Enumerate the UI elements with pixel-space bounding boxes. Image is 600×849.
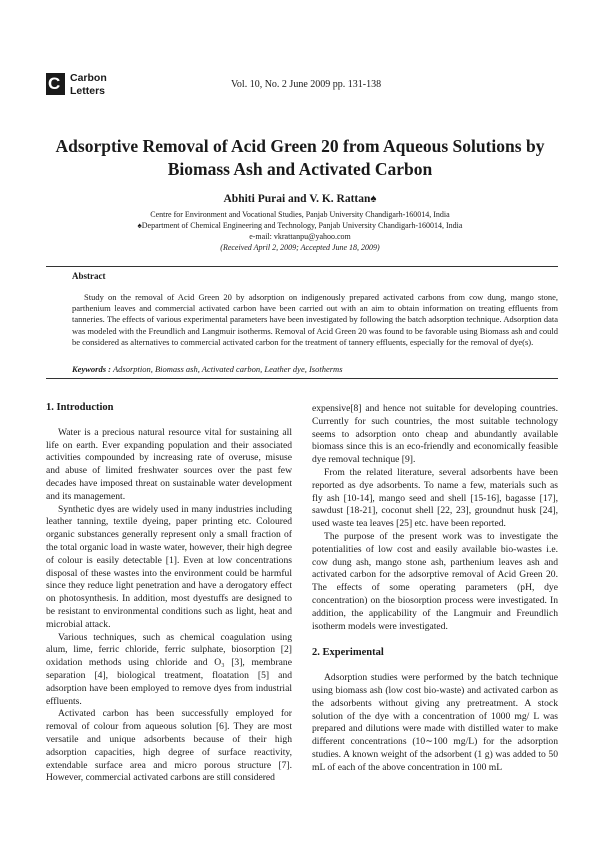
journal-logo-icon [46,73,65,95]
paragraph: Activated carbon has been successfully employed for removal of colour from aqueous solution [6]. They are most versatile and unique adsorbents because of their high adsorption capacities, high degree of surface reactivity, extendable surface area and micro porous structure [7]. However, commercial activated carbons are still considered [46,708,292,784]
logo-glyph: C [48,74,61,93]
abstract-heading: Abstract [72,271,106,281]
affiliation-1: Centre for Environment and Vocational Studies, Panjab University Chandigarh-160014, India [150,210,450,219]
abstract-bottom-rule [46,378,558,379]
right-column [312,403,558,775]
citation-info: Vol. 10, No. 2 June 2009 pp. 131-138 [231,79,382,90]
paragraph: Synthetic dyes are widely used in many industries including leather tanning, textile dyeing, paper printing etc. Coloured organic substances generally represent only a small fraction of the total organic load in waste water, however, their high degree of colour is easily detectable [1]. Even at low concentrations disposal of these wastes into the environment could be harmful since they reduce light penetration and have a derogatory effect on photosynthesis. In addition, most dyestuffs are designed to be resistant to environmental conditions such as light, heat and microbial attack. [46,503,292,630]
paragraph: The purpose of the present work was to investigate the potentialities of low cost and easily available bio-wastes i.e. cow dung ash, mango stone ash, parthenium leaves ash and activated carbon for the adsorptive removal of Acid Green 20. The effects of some operating parameters (pH, dye concentration) on the biosorption process were investigated. In addition, the applicability of the Langmuir and Freundlich isotherm models were investigated. [312,530,558,632]
affiliation-2: ♠Department of Chemical Engineering and Technology, Panjab University Chandigarh-160014, India [137,221,463,230]
abstract-top-rule [46,266,558,267]
keywords-list: Adsorption, Biomass ash, Activated carbon, Leather dye, Isotherms [110,364,343,374]
journal-name-line2: Letters [70,84,106,97]
paper-title: Adsorptive Removal of Acid Green 20 from Aqueous Solutions by Biomass Ash and Activated Carbon [55,136,545,179]
section-heading-experimental: 2. Experimental [312,647,384,659]
keywords [72,364,343,374]
paragraph: Various techniques, such as chemical coagulation using alum, lime, ferric chloride, ferric sulphate, biosorption [2] oxidation methods using chloride and O₃ [3], membrane separation [4], biological treatment, floatation [5] and adsorption have been employed to remove dyes from industrial effluents. [46,631,292,707]
email: e-mail: vkrattanpu@yahoo.com [249,232,351,241]
left-column [46,402,292,785]
section-heading-introduction: 1. Introduction [46,402,114,413]
journal-name [70,72,107,97]
received-date: (Received April 2, 2009; Accepted June 18, 2009) [220,243,380,252]
paragraph: From the related literature, several adsorbents have been reported as dye adsorbents. To name a few, materials such as fly ash [10-14], mango seed and shell [15-16], bagasse [17], sawdust [18-21], coconut shell [22, 23], groundnut husk [24], used waste tea leaves [25] etc. have been reported. [312,466,558,530]
journal-logo [46,72,146,98]
keywords-label: Keywords : [72,364,111,374]
journal-name-line1: Carbon [70,72,107,84]
abstract-body: Study on the removal of Acid Green 20 by adsorption on indigenously prepared activated carbons from cow dung, mango stone, parthenium leaves and commercial activated carbon have been carried out with an aim to obtain information on treating effluents from tanneries. The effects of various experimental parameters have been investigated by following the batch adsorption technique. Adsorption data was modeled with the Freundlich and Langmuir isotherms. Removal of Acid Green 20 was found to be favorable using Biomass ash and could be considered as alternatives to commercial activated carbon for the treatment of tannery effluents, especially for the removal of dye(s). [72,292,558,347]
paragraph: Adsorption studies were performed by the batch technique using biomass ash (low cost bio-waste) and activated carbon as the adsorbents without giving any pretreatment. A stock solution of the dye with a concentration of 1000 mg/ L was prepared and dilutions were made with distilled water to make different concentrations (10∼100 mg/L) for the adsorption studies. A known weight of the adsorbent (1 g) was added to 50 mL of each of the above concentration in 100 mL [312,672,558,773]
paragraph: Water is a precious natural resource vital for sustaining all life on earth. Ever expanding population and their associated activities compounded by increasing rate of overuse, misuse and abuse of limited freshwater sources over the past few decades have imposed threat on sustainable water development and its management. [46,426,292,502]
paragraph-continued: expensive[8] and hence not suitable for developing countries. Currently for such countries, the most suitable technology seems to adsorption onto cheap and abundantly available biomass since this is an eco-friendly and economically feasible dye removal technique [9]. [312,403,558,466]
authors: Abhiti Purai and V. K. Rattan♠ [223,193,377,205]
